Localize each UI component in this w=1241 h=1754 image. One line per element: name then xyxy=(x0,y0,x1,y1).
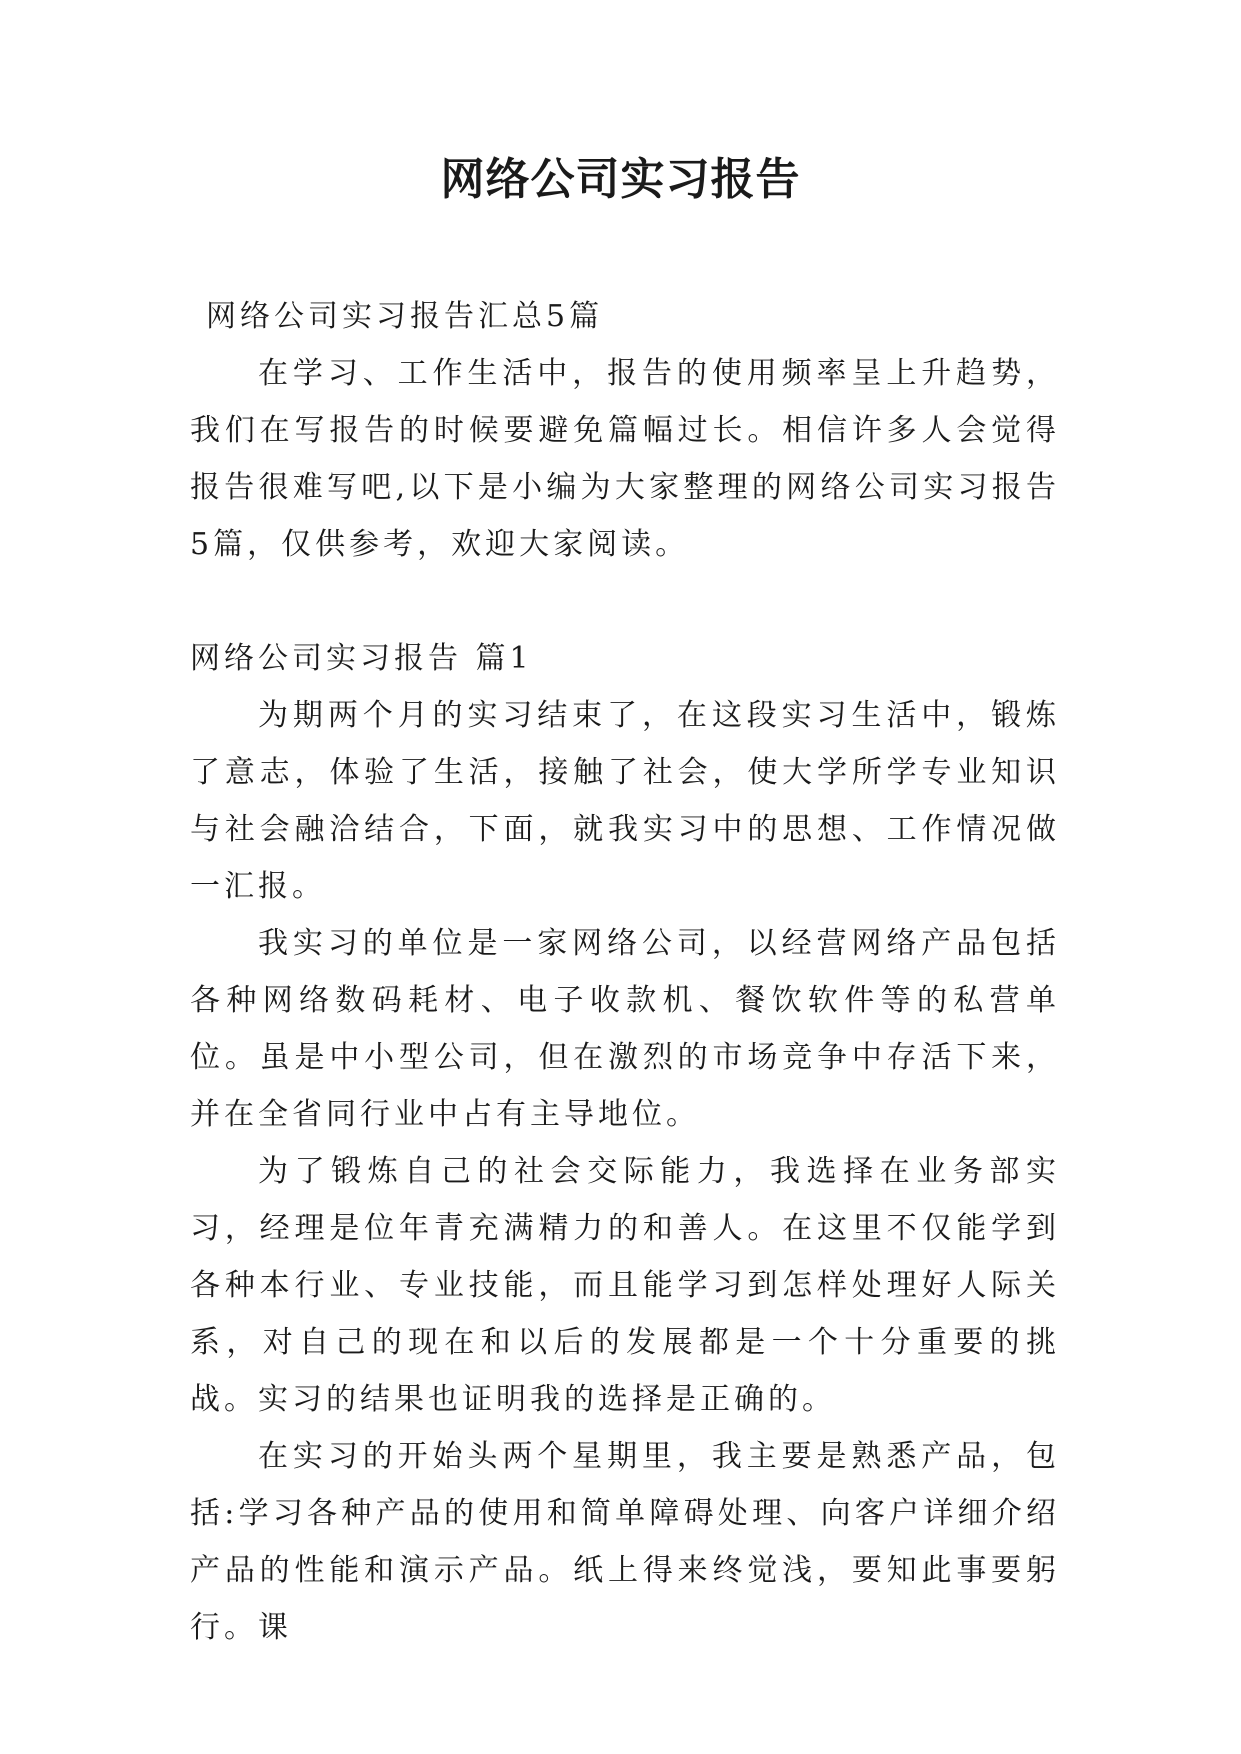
body-paragraph-4: 在实习的开始头两个星期里，我主要是熟悉产品，包括:学习各种产品的使用和简单障碍处理、向客户详细介绍产品的性能和演示产品。纸上得来终觉浅，要知此事要躬行。课 xyxy=(190,1439,1060,1645)
document-title: 网络公司实习报告 xyxy=(440,154,801,205)
document-body xyxy=(190,288,1060,1656)
section-spacer xyxy=(190,573,1060,630)
body-paragraph-1: 为期两个月的实习结束了，在这段实习生活中，锻炼了意志，体验了生活，接触了社会，使大学所学专业知识与社会融洽结合，下面，就我实习中的思想、工作情况做一汇报。 xyxy=(190,698,1060,904)
body-paragraph-3: 为了锻炼自己的社会交际能力，我选择在业务部实习，经理是位年青充满精力的和善人。在这里不仅能学到各种本行业、专业技能，而且能学习到怎样处理好人际关系，对自己的现在和以后的发展都是一个十分重要的挑战。实习的结果也证明我的选择是正确的。 xyxy=(190,1154,1060,1417)
intro-paragraph: 在学习、工作生活中，报告的使用频率呈上升趋势，我们在写报告的时候要避免篇幅过长。相信许多人会觉得报告很难写吧,以下是小编为大家整理的网络公司实习报告5篇，仅供参考，欢迎大家阅读。 xyxy=(190,356,1060,562)
body-paragraph-2: 我实习的单位是一家网络公司，以经营网络产品包括各种网络数码耗材、电子收款机、餐饮软件等的私营单位。虽是中小型公司，但在激烈的市场竞争中存活下来，并在全省同行业中占有主导地位。 xyxy=(190,926,1060,1132)
section-heading: 网络公司实习报告 篇1 xyxy=(190,641,533,676)
document-subtitle: 网络公司实习报告汇总5篇 xyxy=(206,299,604,334)
